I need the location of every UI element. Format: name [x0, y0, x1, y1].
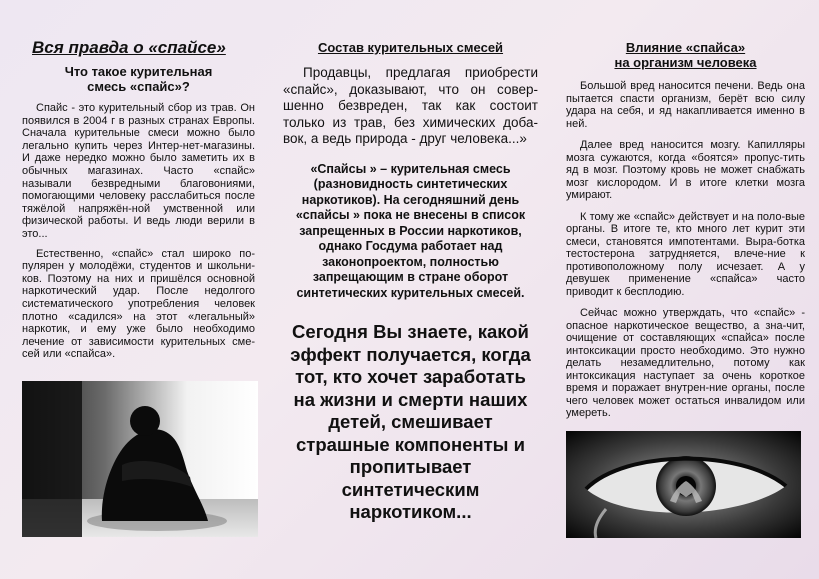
paragraph-spice-definition: «Спайсы » – курительная смесь (разновидность синтетических наркотиков). На сегодняшний день «спайсы » пока не внесены в список запрещенных в России наркотиков, однако Госдума работает над законопроектом, полностью запрещающим в стране оборот синтетических курительных смесей.: [295, 161, 526, 300]
paragraph-popularity: Естественно, «спайс» стал широко по-пулярен у молодёжи, студентов и школьни-ков. Поэтому на них и пришёлся основной наркотический удар. После недолгого систематического употребления человек плотно «садился» на этот «легальный» наркотик, и ему уже было необходимо лечение от зависимости курительных сме-сей или «спайса».: [22, 247, 255, 361]
paragraph-brain: Далее вред наносится мозгу. Капилляры мозга сужаются, когда «боятся» пропус-тить яд в мозг. Поэтому кровь не может снабжать мозг кислородом. И в итоге клетки мозга умирают.: [566, 139, 805, 201]
subtitle: [22, 64, 255, 94]
effects-title-line-1: Влияние «спайса»: [625, 40, 746, 55]
paragraph-sellers: Продавцы, предлагая приобрести «спайс», доказывают, что он совер-шенно безвреден, так как состоит только из трав, без химических доба-вок, а ведь природа - друг человека...»: [283, 65, 538, 146]
paragraph-what-is-spice: Спайс - это курительный сбор из трав. Он появился в 2004 г в разных странах Европы. Сначала курительные смеси можно было легально купить через Интер-нет-магазины. И даже нередко можно было заметить их в обычных магазинах. Часто «спайс» называли безвредными благовониями, помогающими человеку расслабиться после тяжёлой напряжён-ной умственной или физической работы. И ведь люди верили в это...: [22, 102, 255, 240]
subtitle-line-1: Что такое курительная: [64, 64, 213, 79]
crying-eye-with-hands-photo: [566, 431, 801, 538]
effects-title-line-2: на организм человека: [614, 55, 757, 70]
main-title: Вся правда о «спайсе»: [32, 38, 226, 57]
person-sitting-alone-photo: [22, 381, 258, 537]
subtitle-line-2: смесь «спайс»?: [87, 79, 190, 94]
column-middle: [273, 0, 546, 579]
callout-warning: Сегодня Вы знаете, какой эффект получается, когда тот, кто хочет заработать на жизни и смерти наших детей, смешивает страшные компоненты и пропитывает синтетическим наркотиком...: [290, 321, 531, 522]
composition-title: Состав курительных смесей: [317, 40, 504, 55]
paragraph-danger: Сейчас можно утверждать, что «спайс» - опасное наркотическое вещество, а зна-чит, очищение от составляющих «спайса» после интоксикации просто необходимо. Это нужно делать незамедлительно, потому как интоксикация наступает за очень короткое время и поражает внутрен-ние органы, после чего человек может остаться инвалидом или умереть.: [566, 307, 805, 419]
paragraph-reproductive: К тому же «спайс» действует и на поло-вые органы. В итоге те, кто много лет курит эти смеси, становятся импотентами. Выра-ботка тестостерона затрудняется, влече-ние к противоположному полу исчезает. А у девушек применение «спайса» часто приводит к бесплодию.: [566, 210, 805, 298]
paragraph-liver: Большой вред наносится печени. Ведь она пытается спасти организм, берёт всю силу удара на себя, и яд накапливается именно в ней.: [566, 80, 805, 130]
effects-title: [566, 40, 805, 70]
